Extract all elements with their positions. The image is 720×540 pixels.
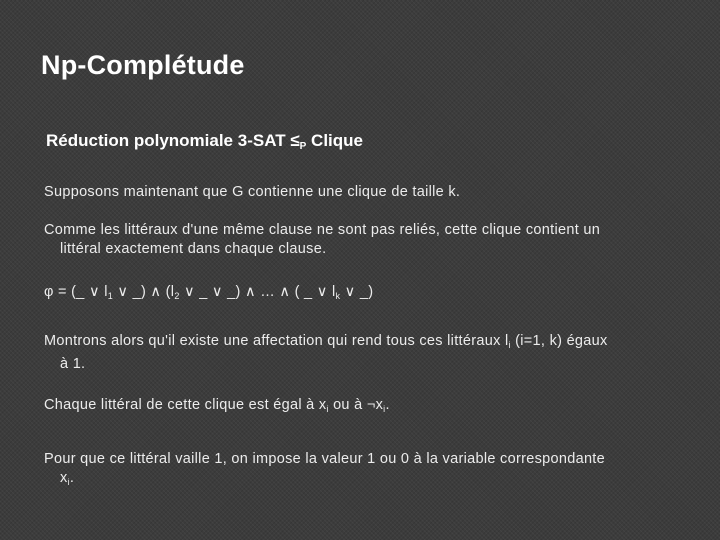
formula	[44, 283, 694, 306]
slide-title: Np-Complétude	[41, 50, 245, 80]
paragraph-text: ou à ¬x	[328, 397, 384, 413]
paragraph-text: .	[385, 397, 390, 413]
formula-part: ∨ _)	[340, 284, 374, 300]
paragraph-continuation: à 1.	[60, 356, 86, 372]
subtitle-subscript: P	[299, 141, 307, 152]
paragraph-clique-literals	[44, 221, 694, 259]
paragraph-subscript: i	[67, 477, 70, 487]
paragraph-supposition: Supposons maintenant que G contienne une clique de taille k.	[44, 184, 461, 200]
formula-part: φ = (_ ∨ l	[44, 284, 108, 300]
paragraph-text: .	[69, 470, 75, 486]
paragraph-continuation: littéral exactement dans chaque clause.	[60, 241, 327, 257]
formula-part: ∨ _ ∨ _) ∧ … ∧ ( _ ∨ l	[179, 284, 336, 300]
formula-subscript: 1	[107, 291, 114, 301]
formula-subscript: k	[335, 291, 341, 301]
paragraph-affectation	[44, 332, 694, 374]
paragraph-continuation	[44, 469, 694, 492]
subtitle-suffix: Clique	[306, 131, 363, 150]
paragraph-subscript: i	[508, 340, 511, 350]
paragraph-text: Montrons alors qu'il existe une affectation qui rend tous ces littéraux l	[44, 333, 509, 349]
paragraph-text: Chaque littéral de cette clique est égal à x	[44, 397, 327, 413]
formula-part: ∨ _) ∧ (l	[113, 284, 175, 300]
paragraph-text: (i=1, k) égaux	[510, 333, 608, 349]
subtitle-text: Réduction polynomiale 3-SAT ≤	[46, 131, 300, 150]
paragraph-subscript: i	[326, 404, 329, 414]
paragraph-text: x	[60, 470, 68, 486]
paragraph-line: Comme les littéraux d'une même clause ne sont pas reliés, cette clique contient un	[44, 222, 601, 238]
formula-subscript: 2	[174, 291, 180, 301]
paragraph-subscript: i	[383, 404, 386, 414]
paragraph-line: Pour que ce littéral vaille 1, on impose la valeur 1 ou 0 à la variable correspondante	[44, 451, 606, 467]
paragraph-literal-value	[44, 396, 694, 419]
slide-subtitle	[46, 131, 363, 152]
paragraph-impose-value	[44, 450, 694, 492]
